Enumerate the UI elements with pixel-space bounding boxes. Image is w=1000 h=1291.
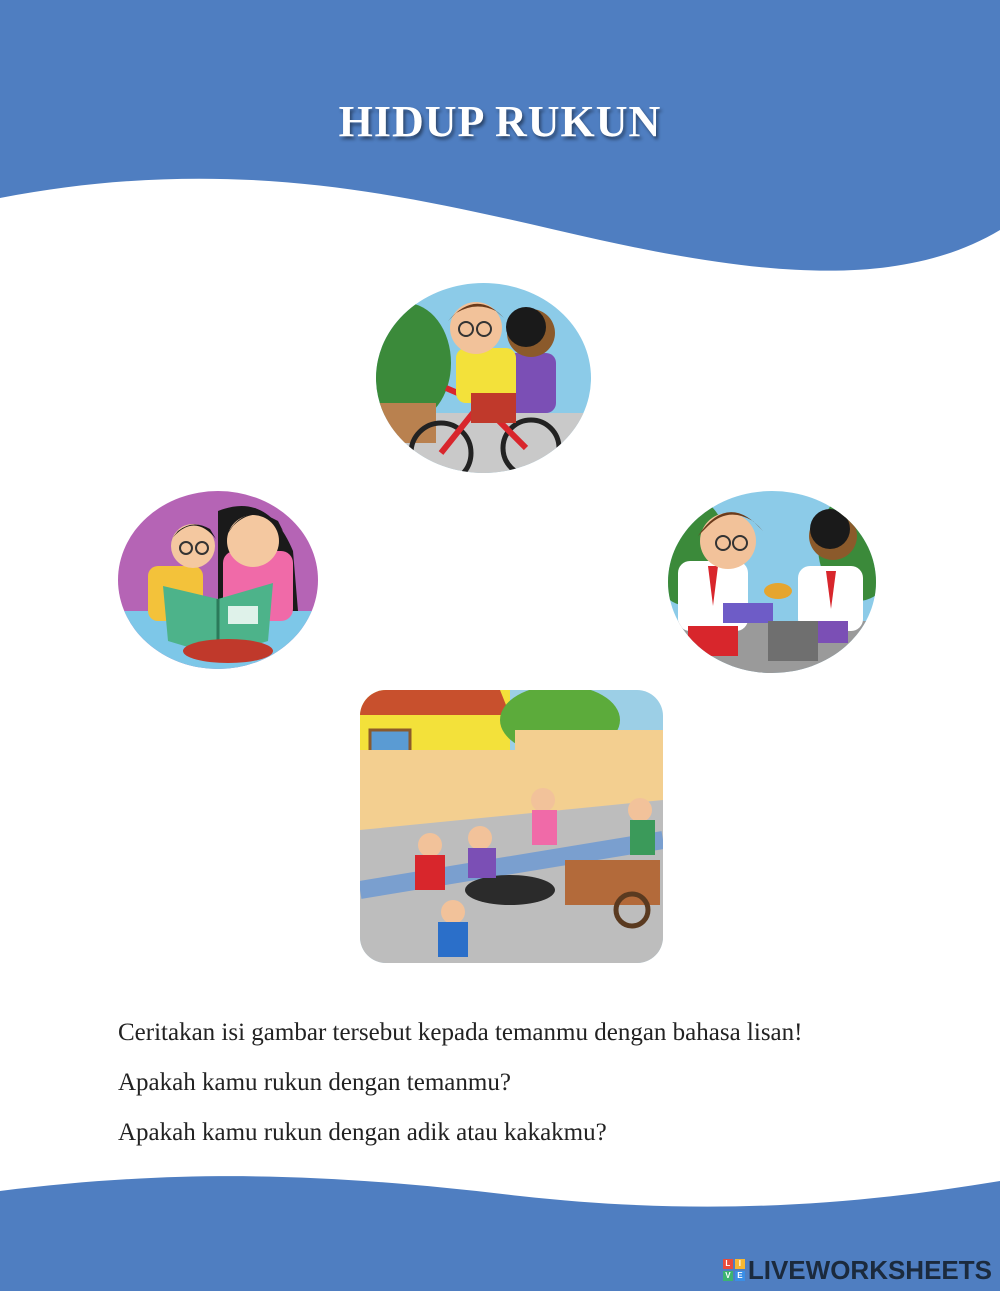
cart-illustration: [360, 690, 663, 963]
logo-blocks-icon: [723, 1259, 745, 1281]
illustration-cleaning: [360, 690, 663, 963]
lunchbox-illustration: [668, 491, 876, 673]
illustration-sharing-lunch: [668, 491, 876, 673]
page-title: HIDUP RUKUN: [338, 97, 662, 146]
illustration-reading: [118, 491, 318, 669]
logo-letter: I: [735, 1259, 745, 1269]
question-3: Apakah kamu rukun dengan adik atau kakakmu?: [118, 1119, 607, 1146]
liveworksheets-logo: [723, 1255, 992, 1285]
logo-letter: V: [723, 1271, 733, 1281]
question-list: [118, 1018, 938, 1168]
logo-text: LIVEWORKSHEETS: [747, 1254, 992, 1285]
book-illustration: [118, 491, 318, 669]
question-1: Ceritakan isi gambar tersebut kepada temanmu dengan bahasa lisan!: [118, 1019, 803, 1046]
logo-letter: L: [723, 1259, 733, 1269]
illustration-cycling: [376, 283, 591, 473]
question-2: Apakah kamu rukun dengan temanmu?: [118, 1069, 511, 1096]
bicycle-illustration: [376, 283, 591, 473]
logo-letter: E: [735, 1271, 745, 1281]
